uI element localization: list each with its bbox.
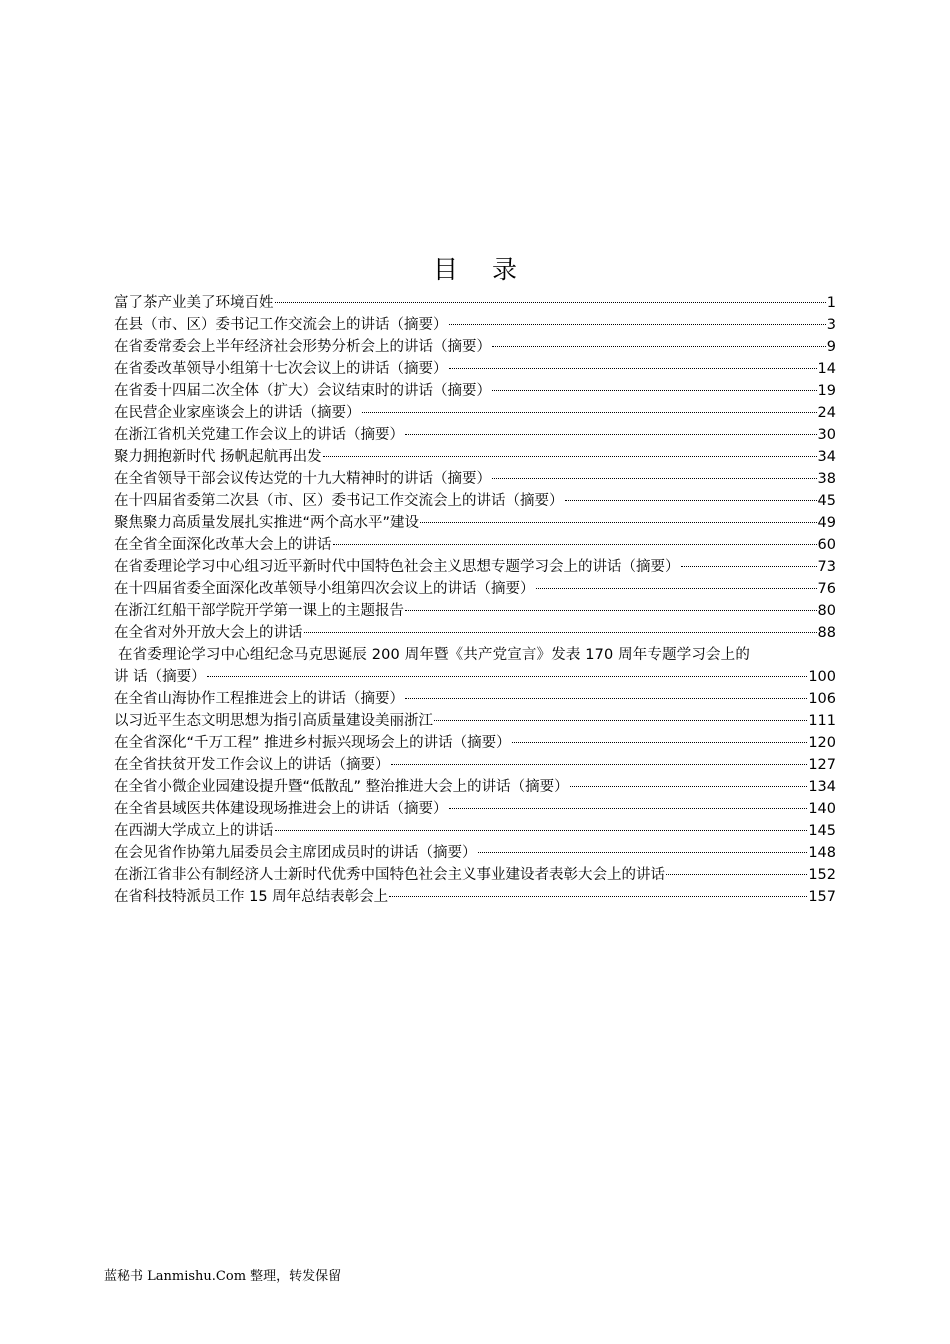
- toc-entry-title: 聚力拥抱新时代 扬帆起航再出发: [114, 449, 322, 465]
- toc-entry-title: 在省科技特派员工作 15 周年总结表彰会上: [114, 889, 389, 905]
- table-of-contents: [114, 292, 836, 908]
- toc-page-number: 19: [817, 383, 836, 399]
- dot-leader: [304, 632, 817, 633]
- dot-leader: [512, 742, 808, 743]
- toc-entry[interactable]: [114, 776, 836, 798]
- dot-leader: [405, 610, 817, 611]
- toc-entry-title: 在浙江省机关党建工作会议上的讲话（摘要）: [114, 427, 404, 443]
- toc-entry[interactable]: [114, 688, 836, 710]
- toc-entry-title: 在全省领导干部会议传达党的十九大精神时的讲话（摘要）: [114, 471, 491, 487]
- toc-page-number: 88: [817, 625, 836, 641]
- toc-entry[interactable]: [114, 798, 836, 820]
- toc-page-number: 60: [817, 537, 836, 553]
- dot-leader: [478, 852, 808, 853]
- toc-entry[interactable]: [114, 864, 836, 886]
- toc-entry[interactable]: [114, 512, 836, 534]
- toc-page-number: 106: [808, 691, 836, 707]
- toc-page-number: 38: [817, 471, 836, 487]
- dot-leader: [323, 456, 817, 457]
- toc-entry-title: 在全省扶贫开发工作会议上的讲话（摘要）: [114, 757, 390, 773]
- toc-page-number: 3: [826, 317, 836, 333]
- toc-page-number: 1: [826, 295, 836, 311]
- page-title: 目录: [432, 255, 551, 284]
- toc-entry[interactable]: [114, 380, 836, 402]
- toc-entry-title: 在浙江红船干部学院开学第一课上的主题报告: [114, 603, 404, 619]
- toc-entry-title: 在省委常委会上半年经济社会形势分析会上的讲话（摘要）: [114, 339, 491, 355]
- dot-leader: [492, 390, 817, 391]
- toc-entry-title: 在省委理论学习中心组习近平新时代中国特色社会主义思想专题学习会上的讲话（摘要）: [114, 559, 680, 575]
- toc-page-number: 145: [808, 823, 836, 839]
- toc-entry-title: 聚焦聚力高质量发展扎实推进“两个高水平”建设: [114, 515, 420, 531]
- dot-leader: [333, 544, 817, 545]
- toc-entry[interactable]: [114, 732, 836, 754]
- toc-entry-title: 在西湖大学成立上的讲话: [114, 823, 274, 839]
- toc-entry[interactable]: [114, 424, 836, 446]
- toc-entry-title: 富了茶产业美了环境百姓: [114, 295, 274, 311]
- toc-page-number: 9: [826, 339, 836, 355]
- footer-note: 蓝秘书 Lanmishu.Com 整理，转发保留: [104, 1269, 342, 1284]
- dot-leader: [449, 368, 817, 369]
- toc-entry[interactable]: [114, 446, 836, 468]
- toc-entry-title: 在省委理论学习中心组纪念马克思诞辰 200 周年暨《共产党宣言》发表 170 周年专题学习会上的: [118, 647, 750, 663]
- dot-leader: [492, 478, 817, 479]
- toc-entry[interactable]: [114, 644, 836, 688]
- dot-leader: [362, 412, 817, 413]
- toc-page-number: 30: [817, 427, 836, 443]
- toc-page-number: 134: [808, 779, 836, 795]
- toc-entry-title-continued: 讲 话（摘要）: [114, 669, 206, 685]
- toc-entry[interactable]: [114, 336, 836, 358]
- toc-entry-title: 以习近平生态文明思想为指引高质量建设美丽浙江: [114, 713, 433, 729]
- toc-page-number: 120: [808, 735, 836, 751]
- toc-page-number: 111: [808, 713, 836, 729]
- dot-leader: [391, 764, 808, 765]
- dot-leader: [405, 698, 807, 699]
- toc-entry[interactable]: [114, 314, 836, 336]
- toc-entry-title: 在全省对外开放大会上的讲话: [114, 625, 303, 641]
- toc-entry[interactable]: [114, 292, 836, 314]
- dot-leader: [666, 874, 807, 875]
- toc-page-number: 100: [808, 669, 836, 685]
- toc-entry-title: 在全省深化“千万工程” 推进乡村振兴现场会上的讲话（摘要）: [114, 735, 511, 751]
- toc-entry-title: 在十四届省委第二次县（市、区）委书记工作交流会上的讲话（摘要）: [114, 493, 564, 509]
- toc-entry[interactable]: [114, 534, 836, 556]
- toc-page-number: 152: [808, 867, 836, 883]
- toc-entry-title: 在会见省作协第九届委员会主席团成员时的讲话（摘要）: [114, 845, 477, 861]
- toc-page-number: 80: [817, 603, 836, 619]
- toc-page-number: 24: [817, 405, 836, 421]
- dot-leader: [420, 522, 817, 523]
- toc-entry[interactable]: [114, 490, 836, 512]
- dot-leader: [275, 302, 826, 303]
- toc-entry[interactable]: [114, 402, 836, 424]
- toc-entry-title: 在县（市、区）委书记工作交流会上的讲话（摘要）: [114, 317, 448, 333]
- dot-leader: [434, 720, 807, 721]
- toc-entry-title: 在浙江省非公有制经济人士新时代优秀中国特色社会主义事业建设者表彰大会上的讲话: [114, 867, 665, 883]
- toc-entry-title: 在全省山海协作工程推进会上的讲话（摘要）: [114, 691, 404, 707]
- toc-entry-title: 在全省县域医共体建设现场推进会上的讲话（摘要）: [114, 801, 448, 817]
- toc-entry-title: 在省委改革领导小组第十七次会议上的讲话（摘要）: [114, 361, 448, 377]
- toc-entry[interactable]: [114, 358, 836, 380]
- toc-page-number: 73: [817, 559, 836, 575]
- dot-leader: [275, 830, 808, 831]
- dot-leader: [681, 566, 817, 567]
- toc-entry-title: 在省委十四届二次全体（扩大）会议结束时的讲话（摘要）: [114, 383, 491, 399]
- toc-entry[interactable]: [114, 842, 836, 864]
- toc-entry-title: 在十四届省委全面深化改革领导小组第四次会议上的讲话（摘要）: [114, 581, 535, 597]
- dot-leader: [389, 896, 807, 897]
- toc-entry[interactable]: [114, 556, 836, 578]
- toc-entry[interactable]: [114, 578, 836, 600]
- toc-entry[interactable]: [114, 468, 836, 490]
- dot-leader: [492, 346, 826, 347]
- toc-page-number: 157: [808, 889, 836, 905]
- toc-entry[interactable]: [114, 622, 836, 644]
- dot-leader: [449, 324, 826, 325]
- toc-page-number: 45: [817, 493, 836, 509]
- dot-leader: [405, 434, 817, 435]
- toc-page-number: 76: [817, 581, 836, 597]
- toc-entry[interactable]: [114, 600, 836, 622]
- toc-page-number: 140: [808, 801, 836, 817]
- dot-leader: [207, 676, 808, 677]
- toc-page-number: 34: [817, 449, 836, 465]
- dot-leader: [449, 808, 808, 809]
- toc-page-number: 148: [808, 845, 836, 861]
- toc-page-number: 14: [817, 361, 836, 377]
- toc-entry-title: 在民营企业家座谈会上的讲话（摘要）: [114, 405, 361, 421]
- toc-entry-title: 在全省全面深化改革大会上的讲话: [114, 537, 332, 553]
- toc-page-number: 127: [808, 757, 836, 773]
- dot-leader: [536, 588, 817, 589]
- toc-page-number: 49: [817, 515, 836, 531]
- toc-entry[interactable]: [114, 754, 836, 776]
- dot-leader: [565, 500, 817, 501]
- toc-entry[interactable]: [114, 886, 836, 908]
- dot-leader: [570, 786, 808, 787]
- toc-entry-title: 在全省小微企业园建设提升暨“低散乱” 整治推进大会上的讲话（摘要）: [114, 779, 569, 795]
- toc-entry[interactable]: [114, 820, 836, 842]
- toc-entry[interactable]: [114, 710, 836, 732]
